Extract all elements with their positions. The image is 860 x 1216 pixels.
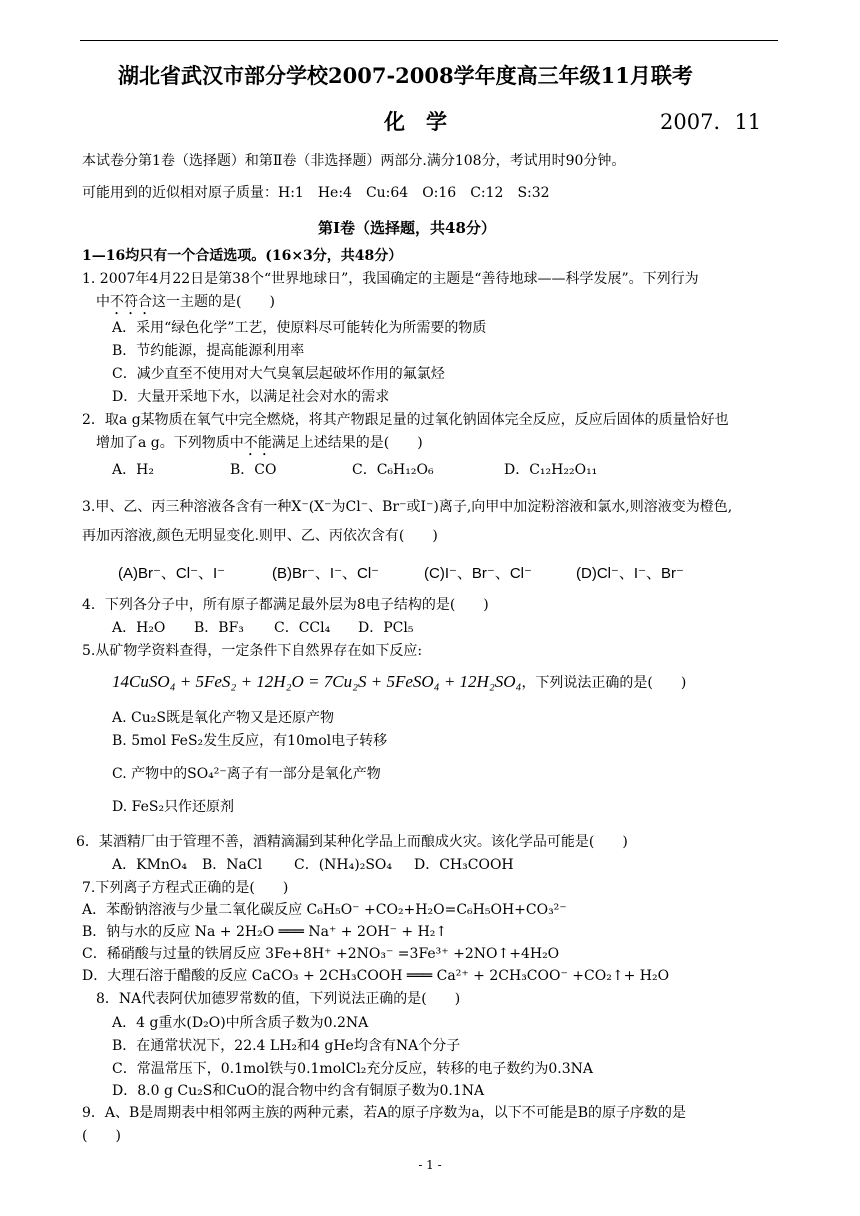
q4-option-c: C．CCl₄: [274, 620, 331, 636]
q2-option-a: A．H₂: [112, 462, 154, 478]
q6-option-d: D．CH₃COOH: [414, 857, 514, 873]
q2-stem-line1: 2．取a g某物质在氧气中完全燃烧，将其产物跟足量的过氧化钠固体完全反应，反应后固体的质量恰好也: [82, 412, 729, 428]
q5-equation-line: [112, 672, 686, 693]
q3-option-d: (D)Cl⁻、I⁻、Br⁻: [576, 565, 684, 582]
q9-stem-line2: ( ): [82, 1128, 121, 1144]
q3-stem-line2: 再加丙溶液,颜色无明显变化.则甲、乙、丙依次含有( ): [82, 528, 438, 544]
q8-option-b: B．在通常状况下，22.4 LH₂和4 gHe均含有NA个分子: [112, 1038, 461, 1054]
q1-option-c: C．减少直至不使用对大气臭氧层起破坏作用的氟氯烃: [112, 366, 445, 382]
q1-option-a: A．采用“绿色化学”工艺，使原料尽可能转化为所需要的物质: [112, 320, 487, 336]
top-rule: [80, 40, 778, 41]
q3-option-a: (A)Br⁻、Cl⁻、I⁻: [118, 565, 226, 582]
q1-stem-pre: 中: [96, 294, 110, 310]
exam-title: 湖北省武汉市部分学校2007-2008学年度高三年级11月联考: [118, 63, 693, 88]
q2-emphasis: 不能: [243, 435, 272, 451]
q7-option-b: B．钠与水的反应 Na + 2H₂O ═══ Na⁺ + 2OH⁻ + H₂↑: [82, 924, 448, 940]
q6-option-c: C．(NH₄)₂SO₄: [294, 857, 392, 873]
q2-stem-line2: [96, 433, 423, 459]
q4-option-d: D．PCl₅: [358, 620, 414, 636]
q2-stem-post: 满足上述结果的是( ): [271, 435, 423, 451]
q7-option-c: C．稀硝酸与过量的铁屑反应 3Fe+8H⁺ +2NO₃⁻ =3Fe³⁺ +2NO↑+4H₂O: [82, 946, 560, 962]
page-number: - 1 -: [418, 1158, 442, 1172]
atomic-mass-line: 可能用到的近似相对原子质量：H:1 He:4 Cu:64 O:16 C:12 S:32: [82, 185, 550, 201]
q8-option-a: A．4 g重水(D₂O)中所含质子数为0.2NA: [112, 1015, 369, 1031]
q5-option-b: B. 5mol FeS₂发生反应，有10mol电子转移: [112, 733, 388, 749]
q5-option-d: D. FeS₂只作还原剂: [112, 799, 235, 815]
q6-option-b: B．NaCl: [202, 857, 263, 873]
q5-equation-tail: ，下列说法正确的是( ): [521, 675, 687, 691]
q1-stem-line1: 1. 2007年4月22日是第38个“世界地球日”，我国确定的主题是“善待地球——科学发展”。下列行为: [82, 271, 699, 287]
q7-stem: 7.下列离子方程式正确的是( ): [82, 880, 289, 896]
q2-option-d: D．C₁₂H₂₂O₁₁: [504, 462, 598, 478]
q8-option-d: D．8.0 g Cu₂S和CuO的混合物中约含有铜原子数为0.1NA: [112, 1083, 485, 1099]
q4-stem: 4．下列各分子中，所有原子都满足最外层为8电子结构的是( ): [82, 597, 489, 613]
q1-option-b: B．节约能源，提高能源利用率: [112, 343, 305, 359]
q5-stem: 5.从矿物学资料查得，一定条件下自然界存在如下反应:: [82, 643, 423, 659]
q4-option-b: B．BF₃: [194, 620, 244, 636]
q3-stem-line1: 3.甲、乙、丙三种溶液各含有一种X⁻(X⁻为Cl⁻、Br⁻或I⁻)离子,向甲中加淀粉溶液和氯水,则溶液变为橙色,: [82, 499, 733, 515]
q6-stem: 6．某酒精厂由于管理不善，酒精滴漏到某种化学品上而酿成火灾。该化学品可能是( ): [76, 834, 628, 850]
q5-equation: 14CuSO₄ + 5FeS₂ + 12H₂O = 7Cu₂S + 5FeSO₄ + 12H₂SO₄: [112, 672, 522, 691]
subject-title: 化 学: [384, 109, 447, 134]
q3-option-c: (C)I⁻、Br⁻、Cl⁻: [424, 565, 532, 582]
q2-option-c: C．C₆H₁₂O₆: [352, 462, 434, 478]
q9-stem-line1: 9．A、B是周期表中相邻两主族的两种元素，若A的原子序数为a，以下不可能是B的原子序数的是: [82, 1105, 687, 1121]
q6-option-a: A．KMnO₄: [112, 857, 188, 873]
q5-option-c: C. 产物中的SO₄²⁻离子有一部分是氧化产物: [112, 766, 381, 782]
q1-emphasis: 不符合: [110, 294, 152, 310]
q1-stem-line2: [96, 292, 275, 318]
q8-option-c: C．常温常压下，0.1mol铁与0.1molCl₂充分反应，转移的电子数约为0.3NA: [112, 1061, 594, 1077]
q8-stem: 8．NA代表阿伏加德罗常数的值，下列说法正确的是( ): [96, 991, 461, 1007]
q7-option-d: D．大理石溶于醋酸的反应 CaCO₃ + 2CH₃COOH ═══ Ca²⁺ + 2CH₃COO⁻ +CO₂↑+ H₂O: [82, 968, 670, 984]
q1-stem-post: 这一主题的是( ): [152, 294, 275, 310]
q2-option-b: B．CO: [230, 462, 277, 478]
exam-date: 2007．11: [660, 110, 762, 134]
section-heading: 第Ⅰ卷（选择题，共48分）: [318, 219, 496, 237]
intro-line: 本试卷分第1卷（选择题）和第Ⅱ卷（非选择题）两部分.满分108分，考试用时90分钟。: [82, 153, 626, 169]
q1-option-d: D．大量开采地下水，以满足社会对水的需求: [112, 389, 390, 405]
q2-stem-pre: 增加了a g。下列物质中: [96, 435, 244, 451]
section-instruction: 1—16均只有一个合适选项。(16×3分，共48分）: [82, 248, 403, 264]
q7-option-a: A．苯酚钠溶液与少量二氧化碳反应 C₆H₅O⁻ +CO₂+H₂O=C₆H₅OH+CO₃²⁻: [82, 902, 567, 918]
q4-option-a: A．H₂O: [112, 620, 166, 636]
q5-option-a: A. Cu₂S既是氧化产物又是还原产物: [112, 710, 334, 726]
q3-option-b: (B)Br⁻、I⁻、Cl⁻: [272, 565, 380, 582]
